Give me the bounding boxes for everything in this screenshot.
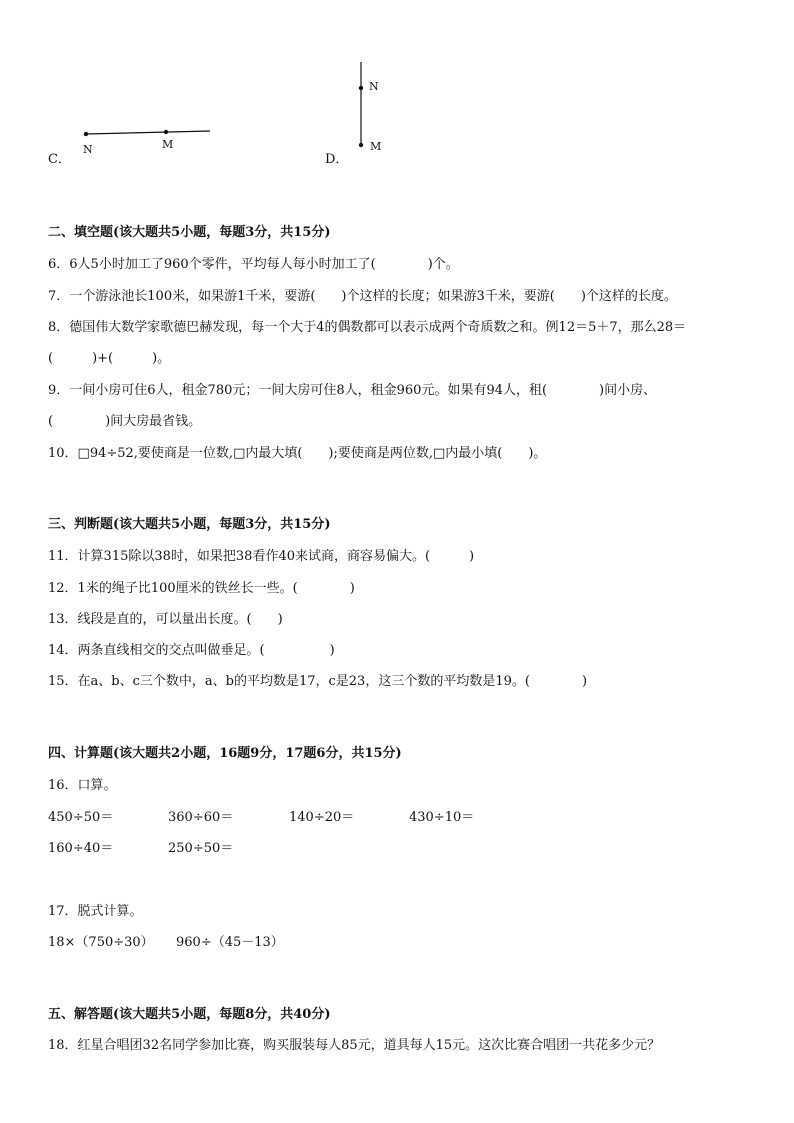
question-6: 6．6人5小时加工了960个零件，平均每人每小时加工了( )个。 [48, 257, 459, 272]
section2-title: 二、填空题(该大题共5小题，每题3分，共15分) [48, 225, 331, 240]
oral-calc-item: 140÷20＝ [289, 810, 355, 825]
oral-calc-item: 250÷50＝ [168, 841, 234, 856]
oral-calc-item: 160÷40＝ [48, 841, 114, 856]
question-9-line2: ( )间大房最省钱。 [48, 414, 202, 429]
question-7: 7．一个游泳池长100米，如果游1千米，要游( )个这样的长度；如果游3千米，要游( )个这样的长度。 [48, 289, 677, 304]
figure-c-label-m: M [162, 138, 174, 151]
option-d-label: D． [325, 152, 349, 167]
question-10: 10．□94÷52,要使商是一位数,□内最大填( );要使商是两位数,□内最小填( )。 [48, 446, 547, 461]
oral-calc-item: 430÷10＝ [409, 810, 475, 825]
question-14: 14．两条直线相交的交点叫做垂足。( ) [48, 643, 335, 658]
question-13: 13．线段是直的，可以量出长度。( ) [48, 612, 283, 627]
figure-c-ray [86, 131, 210, 134]
section3-title: 三、判断题(该大题共5小题，每题3分，共15分) [48, 517, 331, 532]
figure-c-label-n: N [83, 143, 93, 156]
section4-title: 四、计算题(该大题共2小题，16题9分，17题6分，共15分) [48, 746, 402, 761]
question-17: 17．脱式计算。 [48, 904, 143, 919]
question-8-line2: ( )+( )。 [48, 351, 171, 366]
question-8-line1: 8．德国伟大数学家歌德巴赫发现，每一个大于4的偶数都可以表示成两个奇质数之和。例12＝5＋7，那么28＝ [48, 320, 687, 335]
question-11: 11．计算315除以38时，如果把38看作40来试商，商容易偏大。( ) [48, 549, 475, 564]
step-calc-item: 18×（750÷30） [48, 935, 154, 950]
figure-c-point-m [164, 130, 168, 134]
geometry-figures [0, 0, 794, 200]
section5-title: 五、解答题(该大题共5小题，每题8分，共40分) [48, 1007, 331, 1022]
figure-d-point-n [359, 86, 363, 90]
oral-calc-item: 450÷50＝ [48, 810, 114, 825]
figure-d-label-m: M [370, 140, 382, 153]
oral-calc-item: 360÷60＝ [168, 810, 234, 825]
question-18: 18．红星合唱团32名同学参加比赛，购买服装每人85元，道具每人15元。这次比赛合唱团一共花多少元？ [48, 1038, 661, 1053]
step-calc-item: 960÷（45－13） [176, 935, 284, 950]
question-9-line1: 9．一间小房可住6人，租金780元；一间大房可住8人，租金960元。如果有94人，租( )间小房、 [48, 383, 657, 398]
question-16: 16．口算。 [48, 778, 117, 793]
figure-c-point-n [84, 132, 88, 136]
question-12: 12．1米的绳子比100厘米的铁丝长一些。( ) [48, 581, 355, 596]
option-c-label: C． [48, 152, 71, 167]
figure-d-label-n: N [369, 80, 379, 93]
figure-d-point-m [359, 143, 363, 147]
question-15: 15．在a、b、c三个数中，a、b的平均数是17，c是23，这三个数的平均数是19。( ) [48, 674, 588, 689]
